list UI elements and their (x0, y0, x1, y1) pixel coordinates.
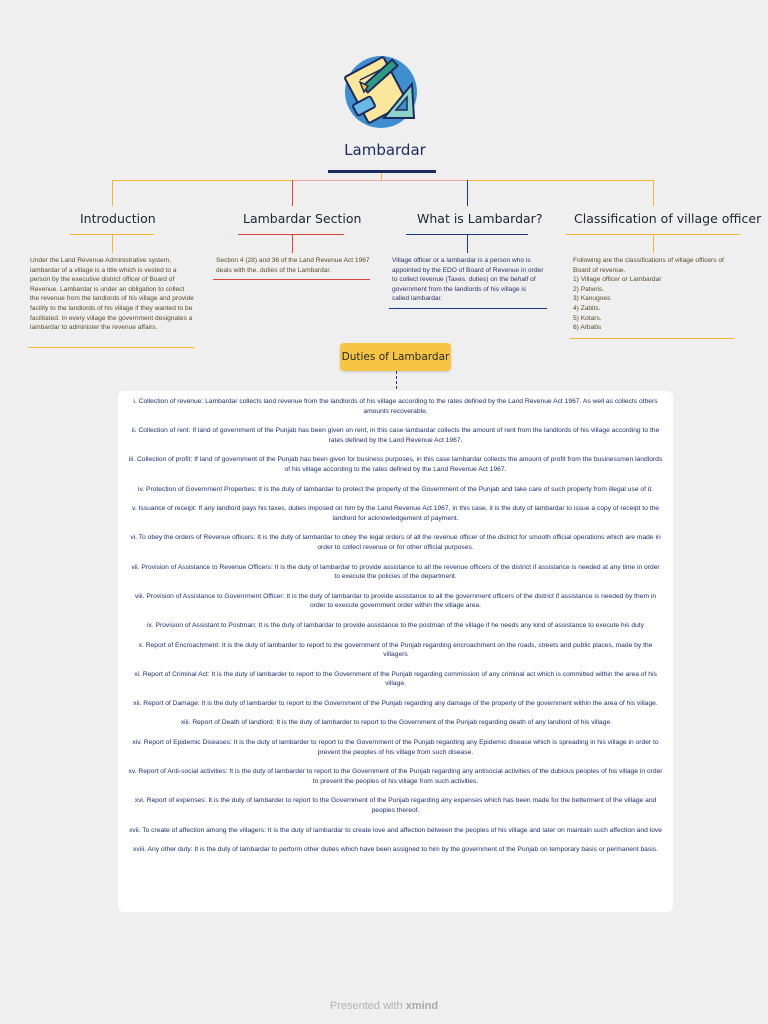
branch-title-lambardar-section[interactable]: Lambardar Section (243, 211, 362, 226)
branch-stem-1 (112, 235, 113, 253)
note-introduction: Under the Land Revenue Administrative system, lambardar of a village is a title which is vested to a person by the executive district officer of Board of Revenue. Lambardar is under an obligation to collect the revenue from the landlords of his village and provide facility to the landlords of his village if they wanted to be facilitated. In every village the government designates a lambardar to administer the revenue affairs. (30, 257, 194, 332)
note-underline-4 (570, 338, 734, 339)
duty-item: iv. Protection of Government Properties: It is the duty of lambardar to protect the property of the Government of the Punjab and take care of such property from illegal use of it. (137, 485, 654, 493)
connector-bar-left (112, 180, 292, 181)
duties-panel (118, 391, 673, 912)
note-underline-1 (28, 347, 194, 348)
duty-item: xiii. Report of Death of landlord: It is the duty of lambarder to report to the Government of the Punjab regarding death of any landlord of his village (180, 719, 611, 727)
footer-prefix: Presented with (329, 1000, 403, 1012)
duty-item: i. Collection of revenue: Lambardar collects land revenue from the landlords of his village according to the rates defined by the Land Revenue Act 1967. As well as collects others amounts recoverable. (133, 398, 658, 415)
duty-item: x. Report of Encroachment: It is the duty of lambarder to report to the government of the Punjab regarding encroachment on the roads, streets and public places, made by the villagers (138, 641, 653, 659)
branch-stem-4 (653, 235, 654, 253)
note-lambardar-section: Section 4 (28) and 36 of the Land Revenue Act 1967 deals with the. duties of the Lambardar. (216, 257, 370, 274)
root-title[interactable]: Lambardar (344, 141, 426, 159)
duties-title: Duties of Lambardar (341, 351, 450, 363)
classification-item: 6) Arbabs (573, 324, 602, 332)
connector-drop-4 (653, 180, 654, 206)
duty-item: ix. Provision of Assistant to Postman: It is the duty of lambardar to provide assistance to the postman of the village if he needs any kind of assistance to execute his duty (146, 621, 644, 629)
note-underline-2 (213, 279, 370, 280)
duty-item: xvi. Report of expenses: It is the duty of lambarder to report to the Government of the Punjab regarding any expenses which has been made for the betterment of the village and peoples thereof. (134, 797, 657, 815)
branch-title-what-is-lambardar[interactable]: What is Lambardar? (417, 211, 543, 226)
duties-of-lambardar-node[interactable] (340, 343, 451, 371)
footer (0, 1000, 768, 1012)
duty-item: iii. Collection of profit: If land of government of the Punjab has been given for business purposes, in this case lambardar collects the amount of profit from the businessmen landlords of his village according to the rates defined by the Land Revenue Act 1967. (128, 456, 663, 473)
connector-drop-2 (292, 180, 293, 206)
xmind-logo[interactable]: xmind (405, 1000, 439, 1012)
classification-item: 4) Zabits. (573, 304, 601, 312)
duty-item: vi. To obey the orders of Revenue officers: It is the duty of lambardar to obey the legal orders of all the revenue officer of the district for smooth official operations which are made in order to collect revenue or for other official purposes. (130, 534, 661, 551)
classification-intro: Following are the classifications of village officers of Board of revenue. (573, 257, 724, 274)
duty-item: ii. Collection of rent: If land of government of the Punjab has been given on rent, in this case lambardar collects the amount of rent from the landlords of his village according to the rates defined by the Land Revenue Act 1967. (131, 427, 660, 444)
branch-underline-2 (238, 234, 344, 235)
root-stem (381, 173, 382, 180)
connector-bar-right (467, 180, 653, 181)
duty-item: vii. Provision of Assistance to Revenue Officers: It is the duty of lambardar to provide assistance to all the revenue officers of the district if assistance is needed at any time in order to execute the policies of the department. (131, 563, 660, 581)
note-classification (573, 256, 735, 333)
root-underline (328, 170, 436, 173)
connector-drop-1 (112, 180, 113, 206)
duty-item: viii. Provision of Assistance to Government Officer: It is the duty of lambardar to provide assistance to all the government officers of the district if assistance is needed by them in order to execute government order within the village area. (134, 592, 657, 610)
branch-title-introduction[interactable]: Introduction (80, 211, 156, 226)
classification-item: 1) Village officer or Lambardar (573, 276, 662, 284)
branch-title-classification[interactable]: Classification of village officer (574, 211, 762, 226)
notepad-pencil-ruler-icon (340, 42, 422, 130)
note-underline-3 (389, 308, 547, 309)
duty-item: v. Issuance of receipt: If any landlord pays his taxes, duties imposed on him by the Land Revenue Act 1967, in this case, it is the duty of lambardar to issue a copy of receipt to the landlord for acknowledgement of payment. (132, 505, 659, 522)
duty-item: xii. Report of Damage: It is the duty of lambarder to report to the Government of the Punjab regarding any damage of the property of the government within the area of his village. (133, 699, 658, 707)
connector-drop-3 (467, 180, 468, 206)
classification-item: 3) Kanugoes (573, 295, 611, 303)
duty-item: xiv. Report of Epidemic Diseases: It is the duty of lambarder to report to the Government of the Punjab regarding any Epidemic disease which is spreading in his village in order to prevent the peoples of his village from such disease. (132, 739, 659, 756)
connector-bar-mid (292, 180, 467, 181)
classification-item: 5) Kotars. (573, 314, 602, 322)
duty-item: xviii. Any other duty: It is the duty of lambardar to perform other duties which have been assigned to him by the government of the Punjab on temporary basis or permanent basis. (133, 846, 658, 854)
classification-item: 2) Patwris. (573, 285, 605, 293)
branch-stem-2 (292, 235, 293, 253)
duty-item: xvii. To create of affection among the villagers: It is the duty of lambardar to create love and affection between the peoples of his village and later on maintain such affection and love (129, 826, 662, 834)
branch-stem-3 (467, 235, 468, 253)
note-what-is-lambardar: Village officer or a lambardar is a person who is appointed by the EDO of Board of Revenue in order to collect revenue (Taxes. duties) on the behalf of government from the landlords of his village is called lambardar. (392, 257, 544, 303)
duty-item: xi. Report of Criminal Act: It is the duty of lambarder to report to the Government of the Punjab regarding commission of any criminal act which is committed within the area of his village. (134, 670, 657, 688)
duty-item: xv. Report of Anti-social activities: It is the duty of lambarder to report to the Government of the Punjab regarding any antisocial activities of the dubious peoples of his village in order to prevent the peoples of his village from such activities. (128, 768, 663, 785)
